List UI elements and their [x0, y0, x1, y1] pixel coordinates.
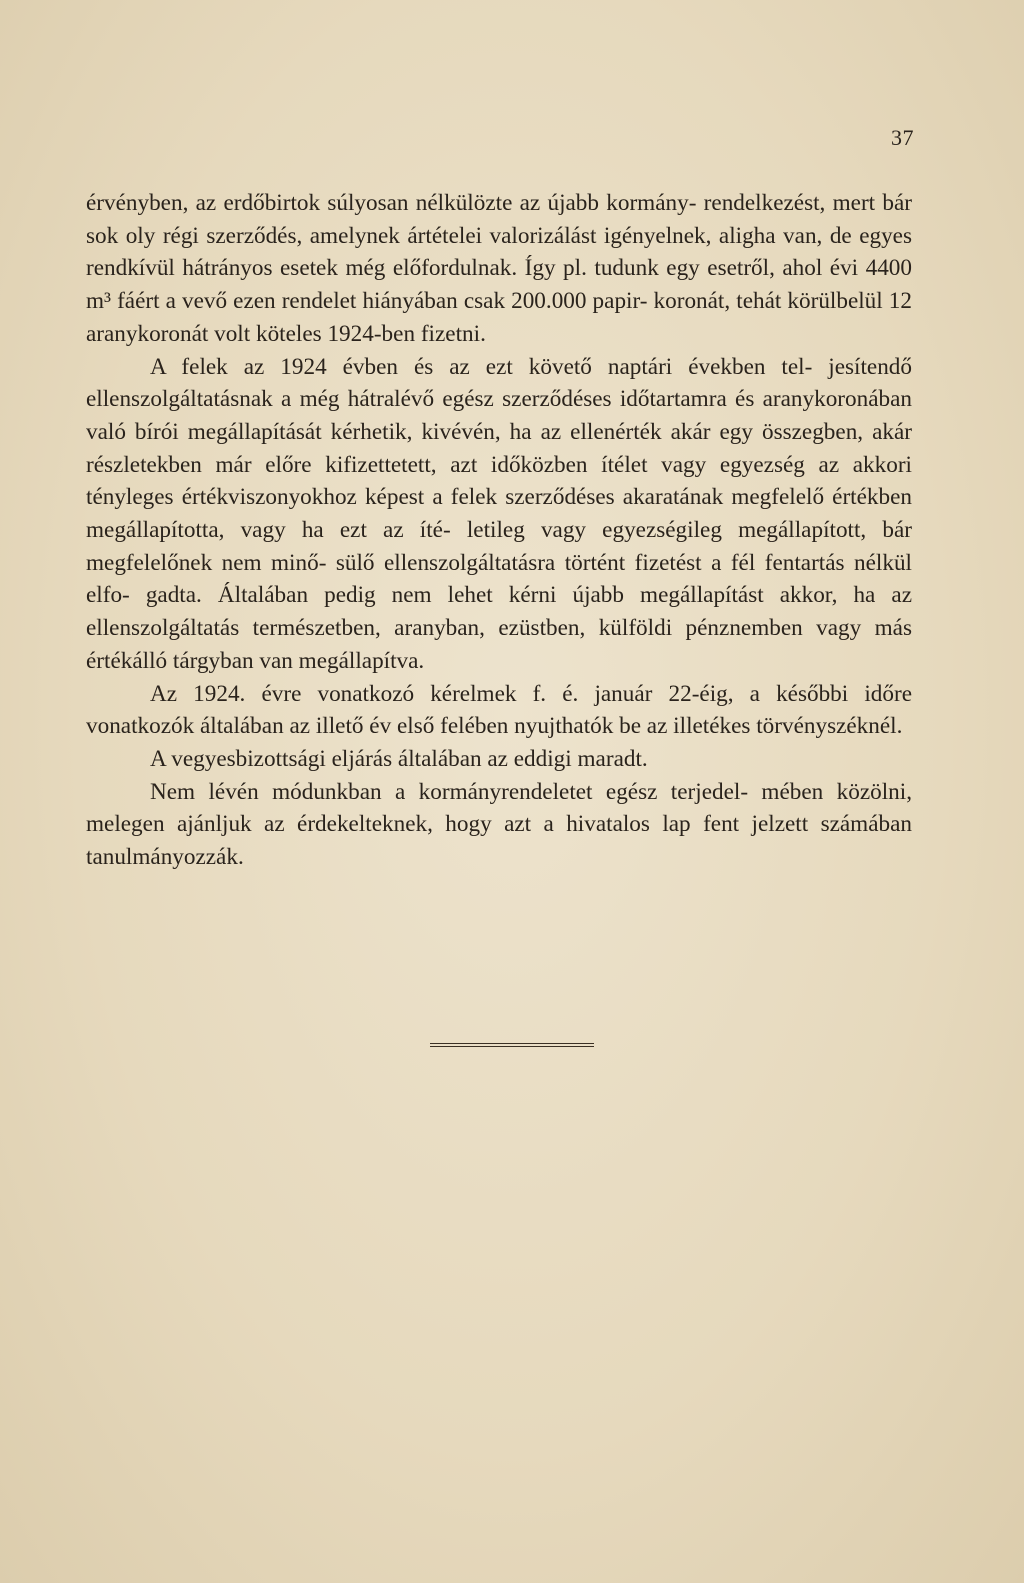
body-text	[86, 187, 912, 874]
paragraph-mixed-committee: A vegyesbizottsági eljárás általában az eddigi maradt.	[150, 745, 648, 772]
paragraph-deadlines: Az 1924. évre vonatkozó kérelmek f. é. január 22-éig, a későbbi időre vonatkozók általában az illető év első felében nyujthatók be az illetékes törvényszéknél.	[86, 680, 912, 740]
page-number: 37	[891, 125, 914, 150]
paragraph-continuation: érvényben, az erdőbirtok súlyosan nélkülözte az újabb kormány- rendelkezést, mert bár sok oly régi szerződés, amelynek ártételei valorizálást igényelnek, aligha van, de egyes rendkívül hátrányos esetek még előfordulnak. Így pl. tudunk egy esetről, ahol évi 4400 m³ fáért a vevő ezen rendelet hiányában csak 200.000 papir- koronát, tehát körülbelül 12 aranykoronát volt köteles 1924-ben fizetni.	[86, 190, 912, 347]
section-end-rule	[430, 1043, 594, 1048]
paragraph-recommendation: Nem lévén módunkban a kormányrendeletet egész terjedel- mében közölni, melegen ajánljuk az érdekelteknek, hogy azt a hivatalos lap fent jelzett számában tanulmányozzák.	[86, 778, 912, 871]
paragraph-parties-request: A felek az 1924 évben és az ezt követő naptári években tel- jesítendő ellenszolgáltatásnak a még hátralévő egész szerződéses időtartamra és aranykoronában való bírói megállapítását kérhetik, kivévén, ha az ellenérték akár egy összegben, akár részletekben már előre kifizettetett, azt időközben ítélet vagy egyezség az akkori tényleges értékviszonyokhoz képest a felek szerződéses akaratának megfelelő értékben megállapította, vagy ha ezt az íté- letileg vagy egyezségileg megállapított, bár megfelelőnek nem minő- sülő ellenszolgáltatásra történt fizetést a fél fentartás nélkül elfo- gadta. Általában pedig nem lehet kérni újabb megállapítást akkor, ha az ellenszolgáltatás természetben, aranyban, ezüstben, külföldi pénznemben vagy más értékálló tárgyban van megállapítva.	[86, 353, 912, 674]
